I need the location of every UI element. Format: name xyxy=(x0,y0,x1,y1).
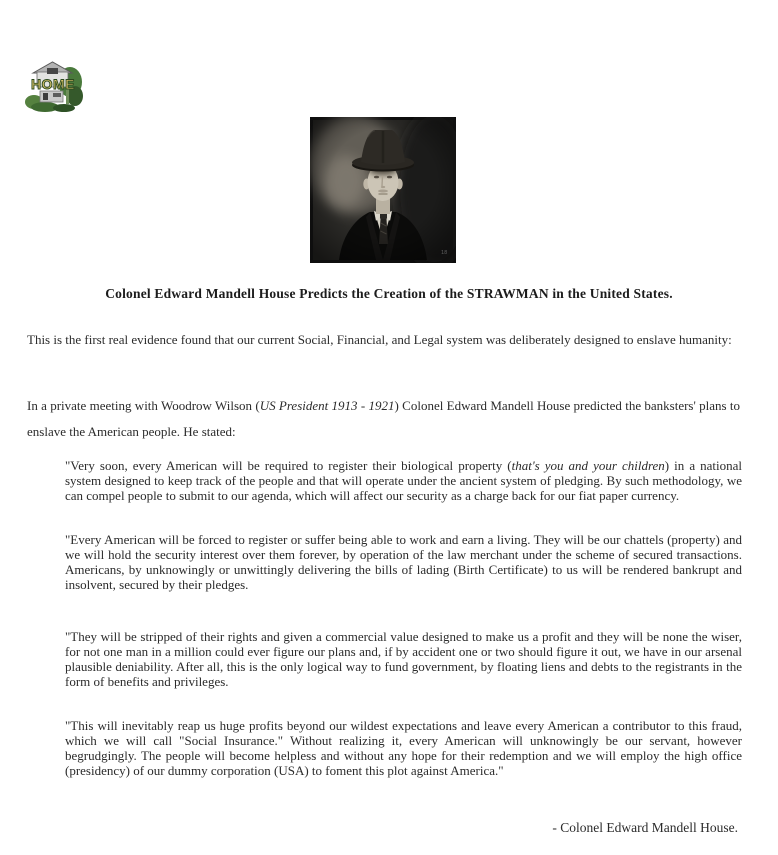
portrait-photo xyxy=(310,117,456,263)
home-button[interactable] xyxy=(23,60,83,114)
intro-paragraph-2-part-b: ) Colonel Edward Mandell House predicted the banksters' plans to enslave the American people. He stated: xyxy=(27,398,741,439)
intro-paragraph-2 xyxy=(27,393,740,445)
quote-paragraph-3: "They will be stripped of their rights and given a commercial value designed to make us a profit and they will be none the wiser, for not one man in a million could ever figure our plans and, if by accident one or two should figure it out, we have in our arsenal plausible deniability. After all, this is the only logical way to fund government, by floating liens and debts to the registrants in the form of benefits and privileges. xyxy=(65,629,742,689)
intro-paragraph-2-part-a: In a private meeting with Woodrow Wilson ( xyxy=(27,398,260,413)
quote-1-part-b: ) in a national system designed to keep track of the people and that will operate under the ancient system of pledging. By such methodology, we can compel people to submit to our agenda, which will affect our security as a charge back for our fiat paper currency. xyxy=(65,458,743,503)
portrait-image xyxy=(310,117,456,263)
home-icon xyxy=(23,60,83,114)
quote-1-part-a: "Very soon, every American will be required to register their biological property ( xyxy=(65,458,512,473)
home-label: HOME xyxy=(31,76,75,92)
president-term-italic: US President 1913 - 1921 xyxy=(259,398,395,413)
quote-paragraph-1 xyxy=(65,458,742,503)
quote-paragraph-2: "Every American will be forced to register or suffer being able to work and earn a living. They will be our chattels (property) and we will hold the security interest over them forever, by operation of the law merchant under the scheme of secured transactions. Americans, by unknowingly or unwittingly delivering the bills of lading (Birth Certificate) to us will be rendered bankrupt and insolvent, secured by their pledges. xyxy=(65,532,742,592)
attribution-line: - Colonel Edward Mandell House. xyxy=(552,820,738,835)
intro-paragraph-1: This is the first real evidence found that our current Social, Financial, and Legal system was deliberately designed to enslave humanity: xyxy=(27,332,732,347)
quote-paragraph-4: "This will inevitably reap us huge profits beyond our wildest expectations and leave every American a contributor to this fraud, which we will call "Social Insurance." Without realizing it, every American will unknowingly be our servant, however begrudgingly. The people will become helpless and without any hope for their redemption and we will employ the high office (presidency) of our dummy corporation (USA) to foment this plot against America." xyxy=(65,718,742,778)
page-title: Colonel Edward Mandell House Predicts the Creation of the STRAWMAN in the United States. xyxy=(105,286,673,301)
svg-text:18: 18 xyxy=(441,250,448,256)
quote-1-italic: that's you and your children xyxy=(511,458,665,473)
